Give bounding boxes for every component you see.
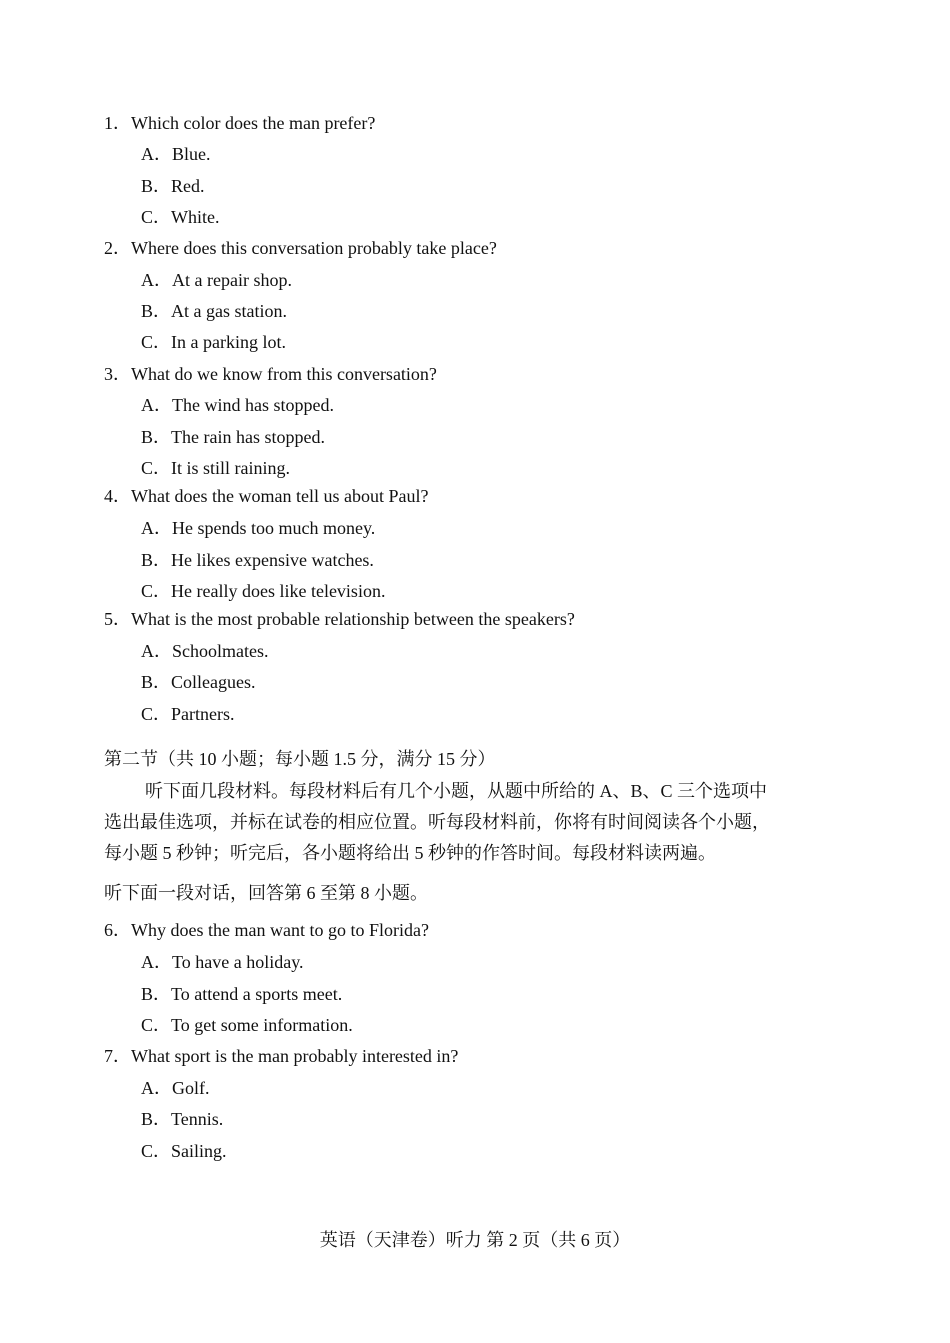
question-6-stem: 6．Why does the man want to go to Florida?	[104, 920, 429, 940]
page-footer: 英语（天津卷）听力 第 2 页（共 6 页）	[319, 1230, 631, 1250]
question-4-option-b: B．He likes expensive watches.	[141, 550, 374, 570]
section-2-instructions-line-1: 听下面几段材料。每段材料后有几个小题，从题中所给的 A、B、C 三个选项中	[145, 781, 768, 801]
question-5-option-c: C．Partners.	[141, 704, 235, 724]
question-6-option-c: C．To get some information.	[141, 1015, 353, 1035]
question-7-option-a: A．Golf.	[141, 1078, 210, 1098]
question-2-option-b: B．At a gas station.	[141, 301, 287, 321]
question-5-option-a: A．Schoolmates.	[141, 641, 269, 661]
question-4-stem: 4．What does the woman tell us about Paul?	[104, 486, 429, 506]
question-5-option-b: B．Colleagues.	[141, 672, 256, 692]
question-6-option-b: B．To attend a sports meet.	[141, 984, 343, 1004]
question-1-option-c: C．White.	[141, 207, 220, 227]
question-1-option-b: B．Red.	[141, 176, 205, 196]
question-4-option-a: A．He spends too much money.	[141, 518, 376, 538]
question-2-stem: 2．Where does this conversation probably take place?	[104, 238, 497, 258]
section-2-instructions-line-3: 每小题 5 秒钟；听完后，各小题将给出 5 秒钟的作答时间。每段材料读两遍。	[104, 843, 716, 863]
question-3-stem: 3．What do we know from this conversation?	[104, 364, 437, 384]
question-7-stem: 7．What sport is the man probably interested in?	[104, 1046, 459, 1066]
question-1-option-a: A．Blue.	[141, 144, 211, 164]
question-2-option-c: C．In a parking lot.	[141, 332, 286, 352]
question-3-option-a: A．The wind has stopped.	[141, 395, 334, 415]
question-3-option-b: B．The rain has stopped.	[141, 427, 325, 447]
question-1-stem: 1．Which color does the man prefer?	[104, 113, 376, 133]
question-7-option-c: C．Sailing.	[141, 1141, 227, 1161]
section-2-prompt: 听下面一段对话，回答第 6 至第 8 小题。	[104, 883, 428, 903]
question-7-option-b: B．Tennis.	[141, 1109, 224, 1129]
question-4-option-c: C．He really does like television.	[141, 581, 386, 601]
section-2-heading: 第二节（共 10 小题；每小题 1.5 分，满分 15 分）	[104, 749, 496, 769]
question-3-option-c: C．It is still raining.	[141, 458, 291, 478]
question-2-option-a: A．At a repair shop.	[141, 270, 292, 290]
section-2-instructions-line-2: 选出最佳选项，并标在试卷的相应位置。听每段材料前，你将有时间阅读各个小题，	[104, 812, 770, 832]
question-6-option-a: A．To have a holiday.	[141, 952, 304, 972]
question-5-stem: 5．What is the most probable relationship between the speakers?	[104, 609, 575, 629]
